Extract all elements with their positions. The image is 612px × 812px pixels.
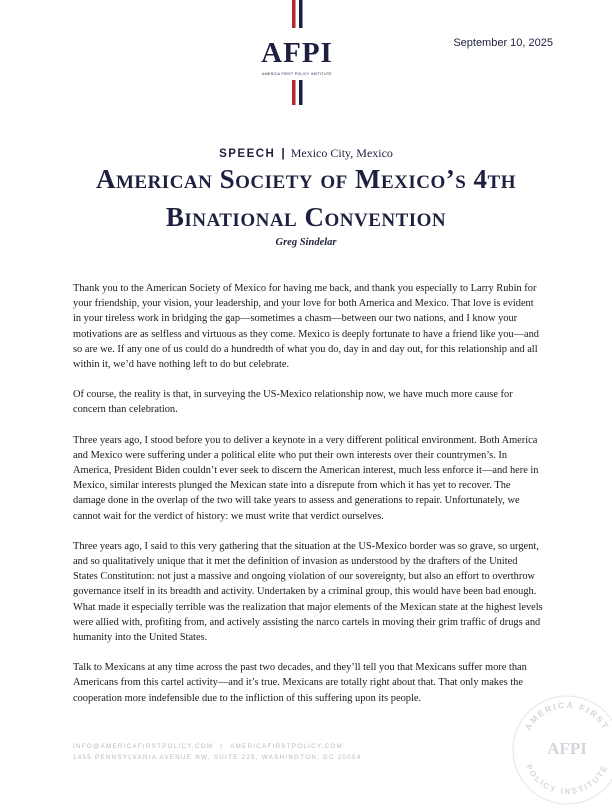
footer-email[interactable]: INFO@AMERICAFIRSTPOLICY.COM: [73, 743, 214, 750]
paragraph: Talk to Mexicans at any time across the past two decades, and they’ll tell you that Mexicans suffer more than Americans from this cartel activity—and it’s true. Mexicans are totally right about that. That only makes the cooperation more indefensible due to the infliction of this suffering upon its people.: [73, 662, 527, 704]
logo-navy-stripe-right: [299, 0, 303, 28]
author-name: Greg Sindelar: [275, 237, 337, 248]
logo-wordmark: AFPI: [261, 37, 333, 69]
kicker-line: [0, 146, 612, 161]
paragraph: Three years ago, I stood before you to deliver a keynote in a very different political environment. Both America and Mexico were suffering under a political elite who put their own interests over their countrymen’s. In America, President Biden couldn’t ever seek to discern the American interest, much less enforce it—and here in Mexico, similar interests plunged the Mexican state into a disrepute from which it has yet to recover. The damage done in the overlap of the two will take years to assess and generations to repair. Unfortunately, we cannot wait for the verdict of history: we must write that verdict ourselves.: [73, 434, 539, 522]
footer-contact-line: [73, 741, 361, 752]
logo-red-stripe-bottom: [292, 80, 296, 105]
logo-subtext: AMERICA FIRST POLICY INSTITUTE: [261, 72, 333, 76]
page-title: American Society of Mexico’s 4th Binational Convention: [95, 164, 517, 232]
document-date: September 10, 2025: [453, 37, 553, 49]
paragraph: Three years ago, I said to this very gathering that the situation at the US-Mexico border was so grave, so urgent, and so qualitatively unique that it met the definition of invasion as understood by the drafters of the United States Constitution: not just a massive and ongoing violation of our sovereignty, but also an effort to overthrow governance itself in its breadth and activity. Undertaken by a criminal group, this would have been bad enough. What made it especially terrible was the realization that major elements of the Mexican state at the highest levels were allied with, profiting from, and actively assisting the narco cartels in moving their grim traffic of drugs and humanity into the United States.: [73, 540, 543, 644]
speech-body: [73, 281, 543, 721]
kicker-separator: |: [281, 146, 285, 160]
footer-separator: |: [220, 743, 224, 750]
footer-address: 1455 PENNSYLVANIA AVENUE NW, SUITE 225, WASHINGTON, DC 20004: [73, 754, 362, 761]
seal-center-text: AFPI: [547, 739, 587, 758]
paragraph: Of course, the reality is that, in surveying the US-Mexico relationship now, we have much more cause for concern than celebration.: [73, 389, 513, 416]
kicker-location: Mexico City, Mexico: [290, 146, 393, 160]
seal-top-text: AMERICA FIRST: [522, 699, 612, 732]
seal-bottom-text: POLICY INSTITUTE: [524, 762, 610, 797]
logo-red-stripe-left: [292, 0, 296, 28]
footer: [73, 741, 361, 763]
afpi-logo: [258, 0, 336, 108]
kicker-label: SPEECH: [219, 148, 276, 160]
logo-navy-stripe-bottom: [299, 80, 303, 105]
afpi-seal-watermark: [505, 688, 612, 812]
footer-website[interactable]: AMERICAFIRSTPOLICY.COM: [230, 743, 343, 750]
paragraph: Thank you to the American Society of Mexico for having me back, and thank you especially to Larry Rubin for your friendship, your vision, your leadership, and your love for both America and Mexico. That love is evident in your tireless work in bridging the gap—sometimes a chasm—between our two nations, and I know your motivations are as selfless and virtuous as they come. Mexico is deeply fortunate to have a friend like you—and so are we. If any one of us could do a hundredth of what you do, day in and day out, for this relationship and all within it, we’d have nothing left to do but celebrate.: [73, 283, 540, 371]
